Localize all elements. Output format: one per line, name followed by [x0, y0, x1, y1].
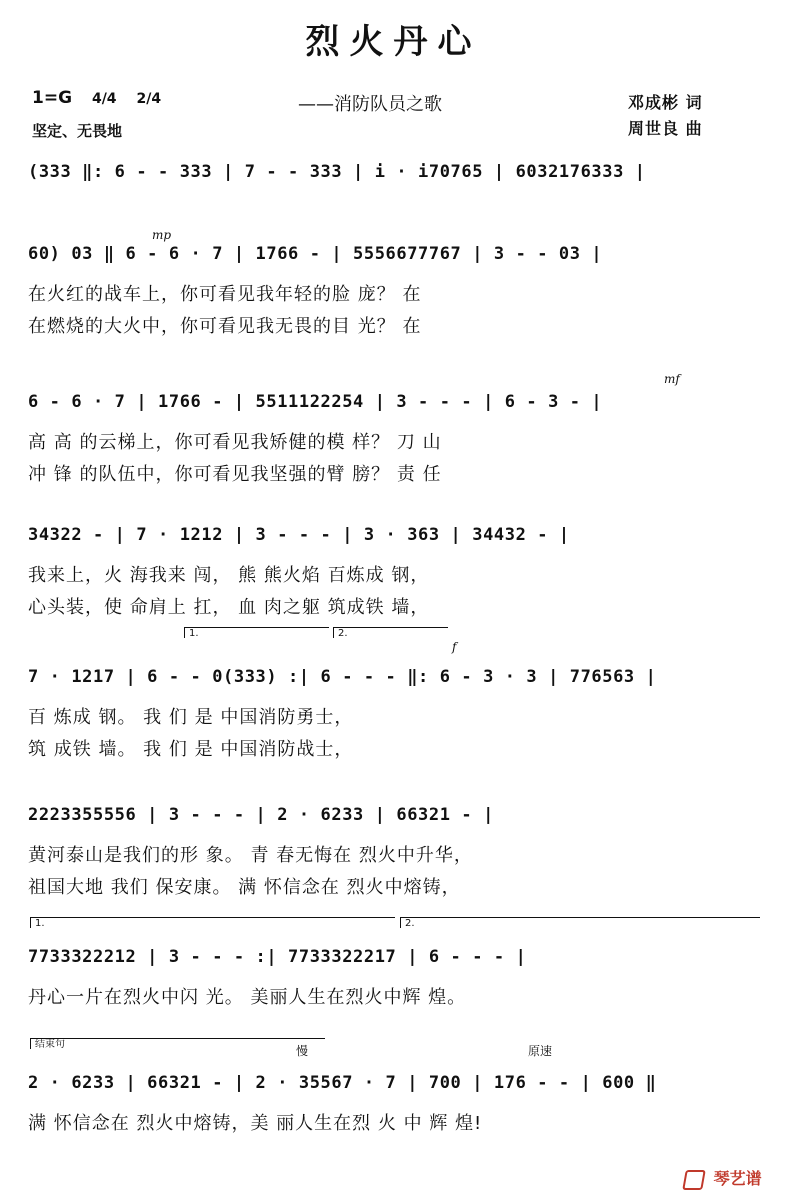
ending-label: 结束句	[35, 1039, 65, 1050]
lyric-line: 冲 锋 的队伍中，你可看见我坚强的臂 膀？ 责 任	[28, 464, 442, 485]
lyric-line: 祖国大地 我们 保安康。 满 怀信念在 烈火中熔铸，	[28, 877, 461, 898]
lyric-line: 百 炼成 钢。 我 们 是 中国消防勇士，	[28, 707, 354, 728]
volta-2-row7	[400, 917, 760, 928]
subtitle: ——消防队员之歌	[298, 94, 442, 115]
dynamic-mp: mp	[152, 228, 172, 242]
lyric-line: 我来上，火 海我来 闯， 熊 熊火焰 百炼成 钢，	[28, 565, 430, 586]
volta-2-label: 2.	[338, 628, 348, 639]
lyric-line: 筑 成铁 墙。 我 们 是 中国消防战士，	[28, 739, 354, 760]
volta-1-row7	[30, 917, 395, 928]
notation-row: 34322 - | 7 · 1212 | 3 - - - | 3 · 363 | 34432 - |	[28, 525, 570, 545]
lyric-line: 在火红的战车上，你可看见我年轻的脸 庞？ 在	[28, 284, 422, 305]
lyric-line: 高 高 的云梯上，你可看见我矫健的模 样？ 刀 山	[28, 432, 442, 453]
time-signature-1: 4/4	[91, 91, 117, 107]
volta-2-row5	[333, 627, 448, 638]
lyric-line: 丹心一片在烈火中闪 光。 美丽人生在烈火中辉 煌。	[28, 987, 467, 1008]
dynamic-mf: mf	[664, 372, 680, 386]
key-text: 1=G	[32, 88, 73, 108]
tempo-marking: 坚定、无畏地	[32, 122, 123, 140]
notation-row: 60) 03 ‖ 6 - 6 · 7 | 1766 - | 5556677767 | 3 - - 03 |	[28, 244, 603, 264]
volta-1-label-b: 1.	[35, 918, 45, 929]
volta-1-label: 1.	[189, 628, 199, 639]
lyric-line: 在燃烧的大火中，你可看见我无畏的目 光？ 在	[28, 316, 422, 337]
notation-row: 2223355556 | 3 - - - | 2 · 6233 | 66321 - |	[28, 805, 494, 825]
tempo-slow: 慢	[296, 1044, 309, 1058]
composer-credit: 周世良 曲	[628, 119, 703, 138]
notation-row: (333 ‖: 6 - - 333 | 7 - - 333 | i · i70765 | 6032176333 |	[28, 162, 646, 182]
notation-row: 7733322212 | 3 - - - :| 7733322217 | 6 - - - |	[28, 947, 527, 967]
notation-row: 2 · 6233 | 66321 - | 2 · 35567 · 7 | 700 | 176 - - | 600 ‖	[28, 1073, 657, 1093]
brand-logo	[684, 1166, 762, 1190]
volta-1-row5	[184, 627, 329, 638]
ending-bracket	[30, 1038, 325, 1049]
lyric-line: 满 怀信念在 烈火中熔铸，美 丽人生在烈 火 中 辉 煌!	[28, 1113, 483, 1134]
time-signature-2: 2/4	[136, 91, 162, 107]
brand-icon	[682, 1170, 706, 1190]
tempo-original: 原速	[528, 1044, 553, 1058]
volta-2-label-b: 2.	[405, 918, 415, 929]
notation-row: 7 · 1217 | 6 - - 0(333) :| 6 - - - ‖: 6 - 3 · 3 | 776563 |	[28, 667, 657, 687]
song-title: 烈火丹心	[305, 22, 482, 62]
lyricist-credit: 邓成彬 词	[628, 93, 703, 112]
lyric-line: 心头装，使 命肩上 扛， 血 肉之躯 筑成铁 墙，	[28, 597, 430, 618]
dynamic-f: f	[452, 640, 457, 654]
notation-row: 6 - 6 · 7 | 1766 - | 5511122254 | 3 - - - | 6 - 3 - |	[28, 392, 603, 412]
brand-text: 琴艺谱	[713, 1169, 762, 1188]
lyric-line: 黄河泰山是我们的形 象。 青 春无悔在 烈火中升华，	[28, 845, 473, 866]
key-signature	[32, 88, 161, 108]
